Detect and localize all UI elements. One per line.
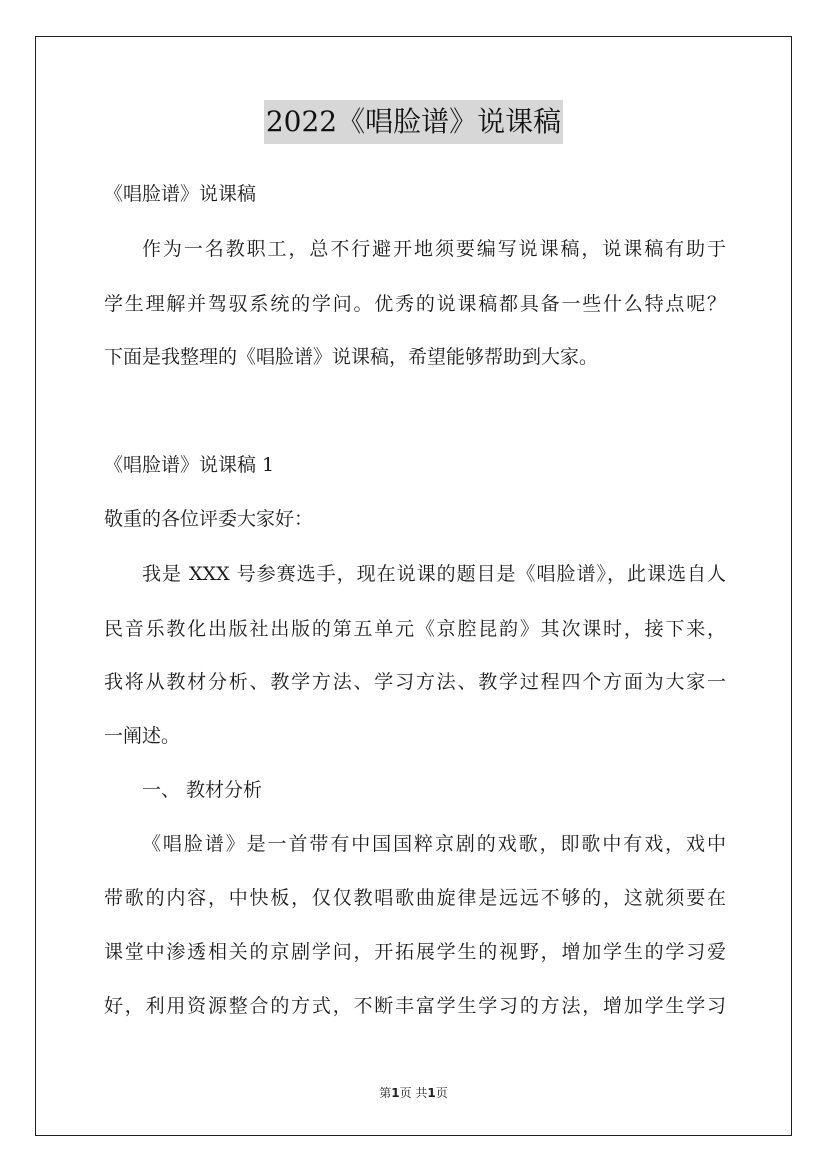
greeting: 敬重的各位评委大家好：: [104, 508, 314, 530]
para2-line-1: 《唱脸谱》是一首带有中国国粹京剧的戏歌，即歌中有戏，戏中: [142, 833, 726, 855]
footer-middle: 页 共: [399, 1086, 428, 1100]
para2-line-3: 课堂中渗透相关的京剧学问，开拓展学生的视野，增加学生的学习爱: [104, 941, 726, 963]
intro-line-1: 作为一名教职工，总不行避开地须要编写说课稿，说课稿有助于: [142, 238, 726, 260]
footer-suffix: 页: [435, 1086, 448, 1100]
para2-line-4: 好，利用资源整合的方式，不断丰富学生学习的方法，增加学生学习: [104, 995, 726, 1017]
footer-page-number: 1: [391, 1086, 400, 1100]
document-subtitle: 《唱脸谱》说课稿: [104, 183, 257, 205]
footer-prefix: 第: [379, 1086, 392, 1100]
subheading-materials: 一、 教材分析: [142, 779, 263, 801]
footer-total-pages: 1: [427, 1086, 436, 1100]
section-heading: 《唱脸谱》说课稿 1: [104, 454, 275, 476]
intro-line-2: 学生理解并驾驭系统的学问。优秀的说课稿都具备一些什么特点呢？: [104, 293, 726, 315]
para1-line-3: 我将从教材分析、教学方法、学习方法、教学过程四个方面为大家一: [104, 671, 726, 693]
para1-line-1: 我是 XXX 号参赛选手，现在说课的题目是《唱脸谱》，此课选自人: [142, 563, 726, 585]
page-footer: [0, 1084, 827, 1101]
intro-line-3: 下面是我整理的《唱脸谱》说课稿，希望能够帮助到大家。: [104, 346, 599, 368]
document-title: 2022《唱脸谱》说课稿: [264, 100, 563, 144]
para2-line-2: 带歌的内容，中快板，仅仅教唱歌曲旋律是远远不够的，这就须要在: [104, 887, 726, 909]
para1-line-4: 一阐述。: [104, 725, 181, 747]
title-wrap: [0, 100, 827, 144]
para1-line-2: 民音乐教化出版社出版的第五单元《京腔昆韵》其次课时，接下来，: [104, 618, 726, 640]
